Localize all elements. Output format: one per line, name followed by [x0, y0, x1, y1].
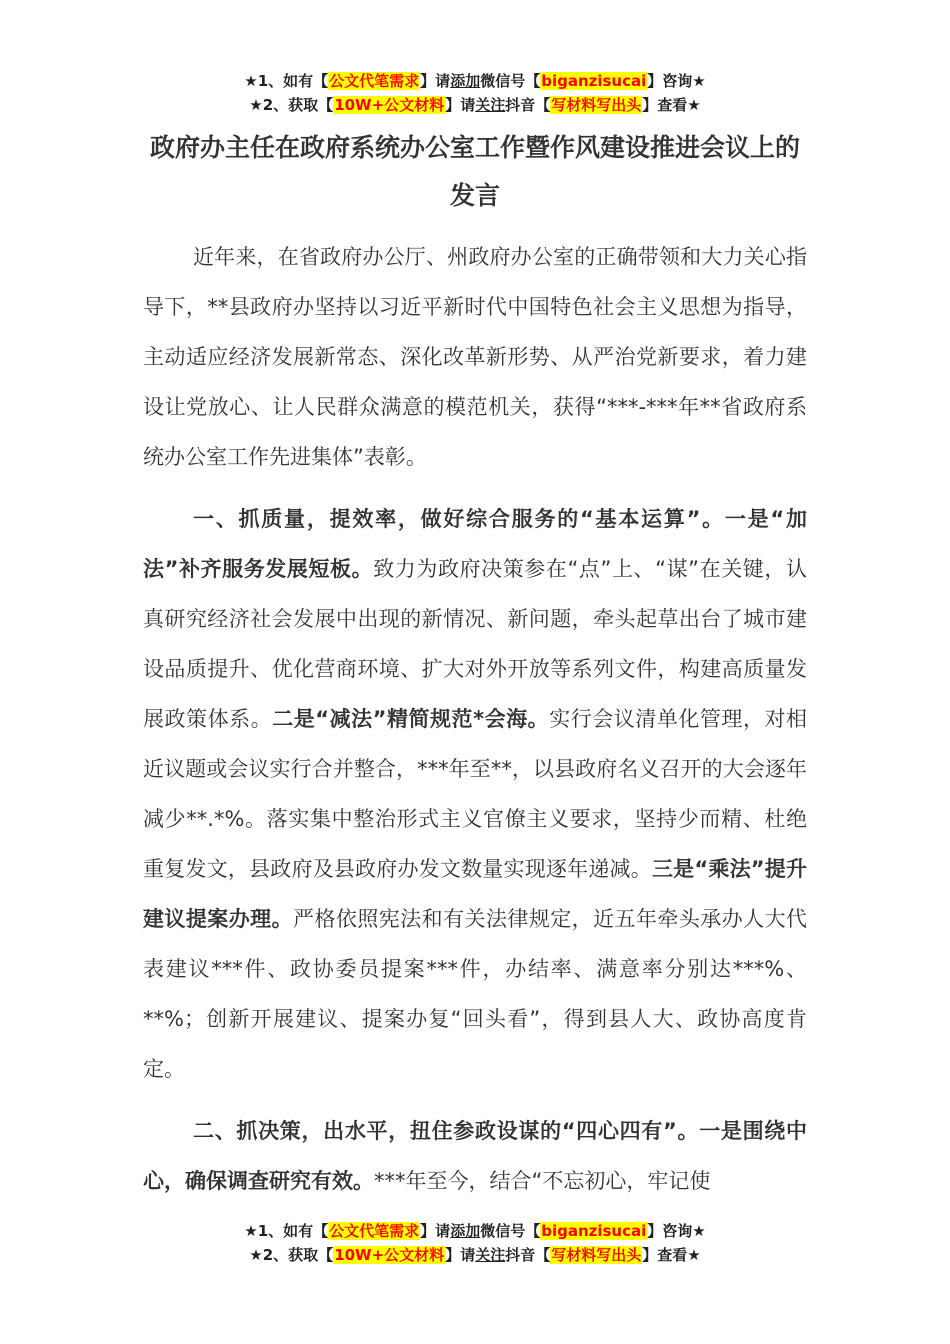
footer-promo-banner	[0, 1219, 950, 1267]
section-heading: 一、抓质量，提效率，做好综合服务的“基本运算”。一是“加法”补齐服务发展短板。	[143, 507, 807, 581]
highlight-douyin-id: 写材料写出头	[551, 96, 642, 114]
paragraph-section-1: 一、抓质量，提效率，做好综合服务的“基本运算”。一是“加法”补齐服务发展短板。致力为政府决策参在“点”上、“谋”在关键，认真研究经济社会发展中出现的新情况、新问题，牵头起草出台了城市建设品质提升、优化营商环境、扩大对外开放等系列文件，构建高质量发展政策体系。二是“减法”精简规范*会海。实行会议清单化管理，对相近议题或会议实行合并整合，***年至**，以县政府名义召开的大会逐年减少**.*%。落实集中整治形式主义官僚主义要求，坚持少而精、杜绝重复发文，县政府及县政府办发文数量实现逐年递减。三是“乘法”提升建议提案办理。严格依照宪法和有关法律规定，近五年牵头承办人大代表建议***件、政协委员提案***件，办结率、满意率分别达***%、**%；创新开展建议、提案办复“回头看”，得到县人大、政协高度肯定。	[143, 507, 808, 1081]
promo-line-2: ★2、获取【10W+公文材料】请关注抖音【写材料写出头】查看★	[249, 96, 701, 114]
header-promo-banner	[0, 69, 950, 117]
highlight-douyin-id: 写材料写出头	[551, 1246, 642, 1264]
highlight-wechat-id: biganzisucai	[541, 72, 647, 90]
document-title: 政府办主任在政府系统办公室工作暨作风建设推进会议上的发言	[149, 133, 800, 210]
subheading-2: 二是“减法”精简规范*会海。	[272, 707, 550, 731]
section-heading: 二、抓决策，出水平，扭住参政设谋的“四心四有”。一是围绕中心，确保调查研究有效。	[143, 1119, 807, 1193]
highlight-materials: 10W+公文材料	[334, 96, 445, 114]
paragraph-intro: 近年来，在省政府办公厅、州政府办公室的正确带领和大力关心指导下，**县政府办坚持以习近平新时代中国特色社会主义思想为指导，主动适应经济发展新常态、深化改革新形势、从严治党新要求，着力建设让党放心、让人民群众满意的模范机关，获得“***-***年**省政府系统办公室工作先进集体”表彰。	[143, 245, 807, 469]
highlight-service: 公文代笔需求	[329, 72, 420, 90]
paragraph-section-2: 二、抓决策，出水平，扭住参政设谋的“四心四有”。一是围绕中心，确保调查研究有效。***年至今，结合“不忘初心，牢记使	[143, 1119, 807, 1193]
promo-line-1: ★1、如有【公文代笔需求】请添加微信号【biganzisucai】咨询★	[244, 1222, 706, 1240]
promo-line-2: ★2、获取【10W+公文材料】请关注抖音【写材料写出头】查看★	[249, 1246, 701, 1264]
highlight-service: 公文代笔需求	[329, 1222, 420, 1240]
document-body	[143, 232, 807, 1206]
promo-line-1: ★1、如有【公文代笔需求】请添加微信号【biganzisucai】咨询★	[244, 72, 706, 90]
highlight-materials: 10W+公文材料	[334, 1246, 445, 1264]
subheading-3: 三是“乘法”提升建议提案办理。	[143, 857, 807, 931]
highlight-wechat-id: biganzisucai	[541, 1222, 647, 1240]
